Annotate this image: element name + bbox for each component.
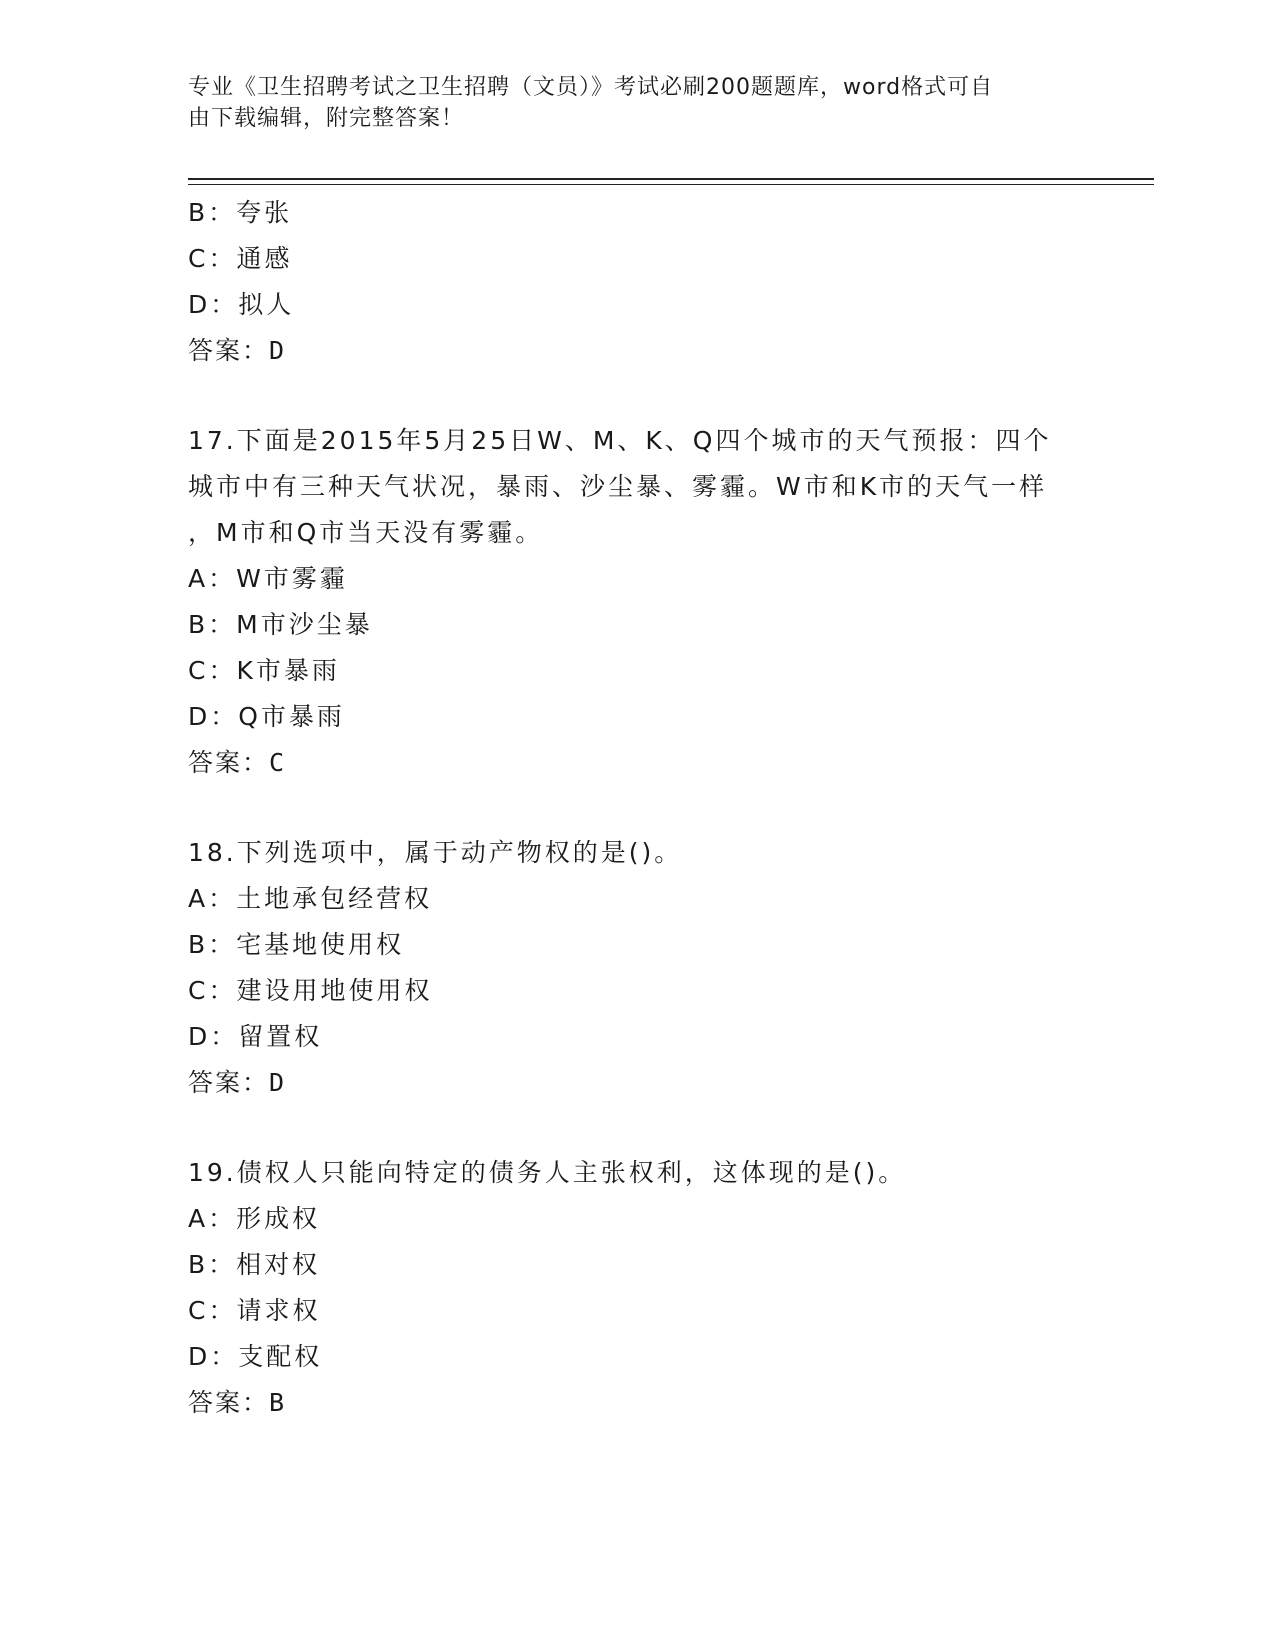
- answer-line: [188, 328, 1088, 374]
- option-d: D：支配权: [188, 1342, 323, 1371]
- option-b: B：宅基地使用权: [188, 930, 405, 959]
- question-stem-line: ，M市和Q市当天没有雾霾。: [188, 518, 544, 547]
- answer-value: D: [269, 336, 286, 365]
- answer-label: 答案：: [188, 1068, 270, 1097]
- option-b: B：M市沙尘暴: [188, 610, 373, 639]
- answer-line: [188, 740, 1088, 786]
- header-divider-thin: [188, 184, 1154, 185]
- answer-value: B: [269, 1388, 286, 1417]
- question-stem-line: 城市中有三种天气状况，暴雨、沙尘暴、雾霾。W市和K市的天气一样: [188, 472, 1048, 501]
- answer-label: 答案：: [188, 1388, 270, 1417]
- option-a: A：W市雾霾: [188, 564, 348, 593]
- question-stem-line: 18.下列选项中，属于动产物权的是()。: [188, 838, 683, 867]
- option-c: C：K市暴雨: [188, 656, 340, 685]
- answer-line: [188, 1380, 1088, 1426]
- question-19: [188, 1150, 1088, 1426]
- header-line-2: 由下载编辑，附完整答案！: [188, 106, 465, 131]
- option-d: D：留置权: [188, 1022, 323, 1051]
- option-c: C：建设用地使用权: [188, 976, 433, 1005]
- question-stem-line: 17.下面是2015年5月25日W、M、K、Q四个城市的天气预报：四个: [188, 426, 1052, 455]
- question-content: [188, 190, 1088, 1426]
- answer-label: 答案：: [188, 748, 270, 777]
- answer-label: 答案：: [188, 336, 270, 365]
- answer-value: C: [269, 748, 286, 777]
- option-b: B：相对权: [188, 1250, 321, 1279]
- option-a: A：土地承包经营权: [188, 884, 433, 913]
- document-header: [188, 72, 1078, 134]
- option-c: C：通感: [188, 244, 293, 273]
- answer-value: D: [269, 1068, 286, 1097]
- option-d: D：拟人: [188, 290, 295, 319]
- question-18: [188, 830, 1088, 1106]
- option-c: C：请求权: [188, 1296, 321, 1325]
- answer-line: [188, 1060, 1088, 1106]
- question-17: [188, 418, 1088, 786]
- header-divider-thick: [188, 178, 1154, 180]
- question-stem-line: 19.债权人只能向特定的债务人主张权利，这体现的是()。: [188, 1158, 907, 1187]
- option-a: A：形成权: [188, 1204, 321, 1233]
- option-d: D：Q市暴雨: [188, 702, 345, 731]
- header-line-1: 专业《卫生招聘考试之卫生招聘（文员）》考试必刷200题题库，word格式可自: [188, 75, 994, 100]
- option-b: B：夸张: [188, 198, 293, 227]
